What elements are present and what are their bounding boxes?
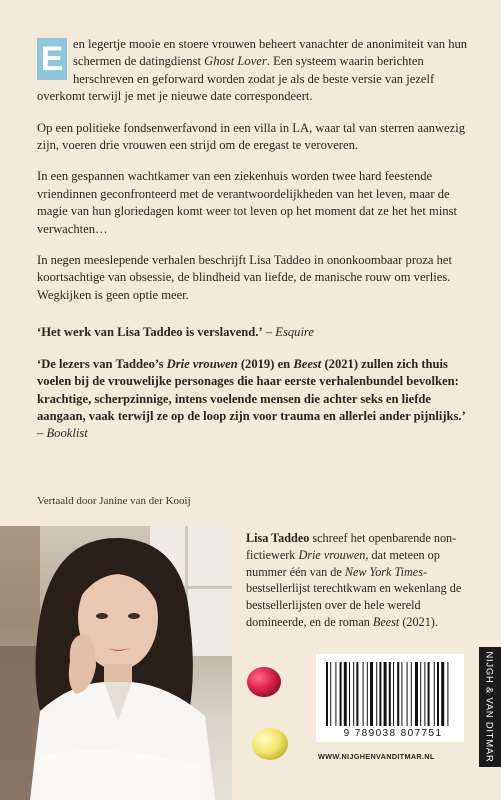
translator-credit: Vertaald door Janine van der Kooij <box>37 495 191 507</box>
candy-icon <box>244 660 294 770</box>
publisher-website: WWW.NIJGHENVANDITMAR.NL <box>318 752 435 761</box>
barcode-bar <box>389 662 391 726</box>
barcode-bar <box>437 662 439 726</box>
quote-esquire-source: Esquire <box>275 325 314 340</box>
blurb-p1-italic: Ghost Lover <box>204 54 267 69</box>
quote-booklist-part-1: ‘De lezers van Taddeo’s <box>37 356 167 371</box>
publisher-logo-tab <box>479 647 501 767</box>
quote-esquire-text: ‘Het werk van Lisa Taddeo is verslavend.’ <box>37 325 263 340</box>
quote-booklist-title-1: Drie vrouwen <box>166 356 238 371</box>
barcode-bar <box>401 662 402 726</box>
barcode-bar <box>340 662 342 726</box>
author-bio-text-3: -bestsellerlijst terechtkwam en wekenlang de bestsellerlijsten over de hele wereld domineerde, en de roman <box>246 564 462 629</box>
barcode-bar <box>344 662 347 726</box>
author-name: Lisa Taddeo <box>246 531 310 545</box>
blurb-p1-text-1: en legertje mooie en stoere vrouwen beheert vanachter de anonimiteit van hun schermen de datingdienst <box>73 37 468 69</box>
author-bio-italic-1: Drie vrouwen <box>298 547 366 562</box>
barcode-bar <box>393 662 394 726</box>
barcode-bar <box>411 662 412 726</box>
barcode-bar <box>428 662 430 726</box>
author-bio-text-1: schreef het openbarende non-fictiewerk <box>246 531 457 562</box>
barcode-bar <box>330 662 331 726</box>
author-bio-text-4: (2021). <box>399 614 438 629</box>
barcode-bar <box>384 662 387 726</box>
barcode-bar <box>367 662 368 726</box>
quote-booklist-part-3: (2021) zullen zich thuis voelen bij de vrouwelijke personages die haar eerste verhalenbundel bevolken: krachtige, scherpzinnige, intens voelende mensen die achter seks en liefde aangaan, vaak terwijl ze op de loop zijn voor trauma en allerlei ander pijnlijks.’ <box>37 356 466 423</box>
barcode-bar <box>415 662 418 726</box>
quote-esquire-dash: – <box>262 325 276 340</box>
blurb-paragraph-3: In een gespannen wachtkamer van een ziekenhuis worden twee hard feestende vriendinnen geconfronteerd met de verantwoordelijkheden van het leven, maar de magie van hun gloriedagen komt weer tot leven op het moment dat ze het het minst verwachten… <box>37 169 458 236</box>
barcode-bar <box>363 662 364 726</box>
blurb-paragraph-1 <box>37 36 469 106</box>
barcode-bar <box>441 662 444 726</box>
barcode-bar <box>420 662 421 726</box>
blurb-paragraph-2: Op een politieke fondsenwerfavond in een villa in LA, waar tal van sterren aanwezig zijn, voeren drie vrouwen een strijd om de eregast te veroveren. <box>37 120 466 153</box>
barcode-bar <box>353 662 354 726</box>
barcode-bar <box>335 662 336 726</box>
quote-booklist <box>37 356 469 443</box>
author-bio-italic-2: New York Times <box>344 564 423 579</box>
author-bio-text-2: , dat meteen op nummer één van de <box>246 547 440 579</box>
author-bio-italic-3: Beest <box>372 614 400 629</box>
barcode-bar <box>356 662 358 726</box>
barcode-bar <box>326 662 328 726</box>
barcode-bar <box>370 662 373 726</box>
publisher-name: NIJGH & VAN DITMAR <box>484 651 496 763</box>
barcode-bar <box>397 662 399 726</box>
barcode-bar <box>379 662 381 726</box>
barcode-bar <box>349 662 350 726</box>
blurb-paragraph-4: In negen meeslepende verhalen beschrijft Lisa Taddeo in ononkoombaar proza het koortsachtige van obsessie, de blindheid van liefde, de manische rouw om verlies. Wegkijken is geen optie meer. <box>37 253 453 302</box>
author-photo-illustration <box>0 526 232 800</box>
author-photo <box>0 526 232 800</box>
blurb-text <box>37 36 469 457</box>
quote-booklist-source: Booklist <box>46 426 88 441</box>
blurb-p1-text-2: . Een systeem waarin berichten herschreven en geforward worden zodat je als de beste versie van jezelf overkomt terwijl je met je nieuwe date correspondeert. <box>37 54 435 104</box>
quote-booklist-dash: – <box>37 426 47 441</box>
drop-cap-letter: E <box>37 38 67 80</box>
barcode-bar <box>376 662 377 726</box>
candy-illustration <box>244 660 294 770</box>
isbn-number: 9 789038 807751 <box>343 728 443 739</box>
quote-esquire <box>37 324 469 341</box>
author-bio <box>246 530 478 631</box>
quote-booklist-title-2: Beest <box>293 356 322 371</box>
barcode-bar <box>424 662 425 726</box>
barcode-bar <box>434 662 435 726</box>
barcode-bar <box>447 662 448 726</box>
quote-booklist-part-2: (2019) en <box>237 356 294 371</box>
barcode-bar <box>407 662 408 726</box>
